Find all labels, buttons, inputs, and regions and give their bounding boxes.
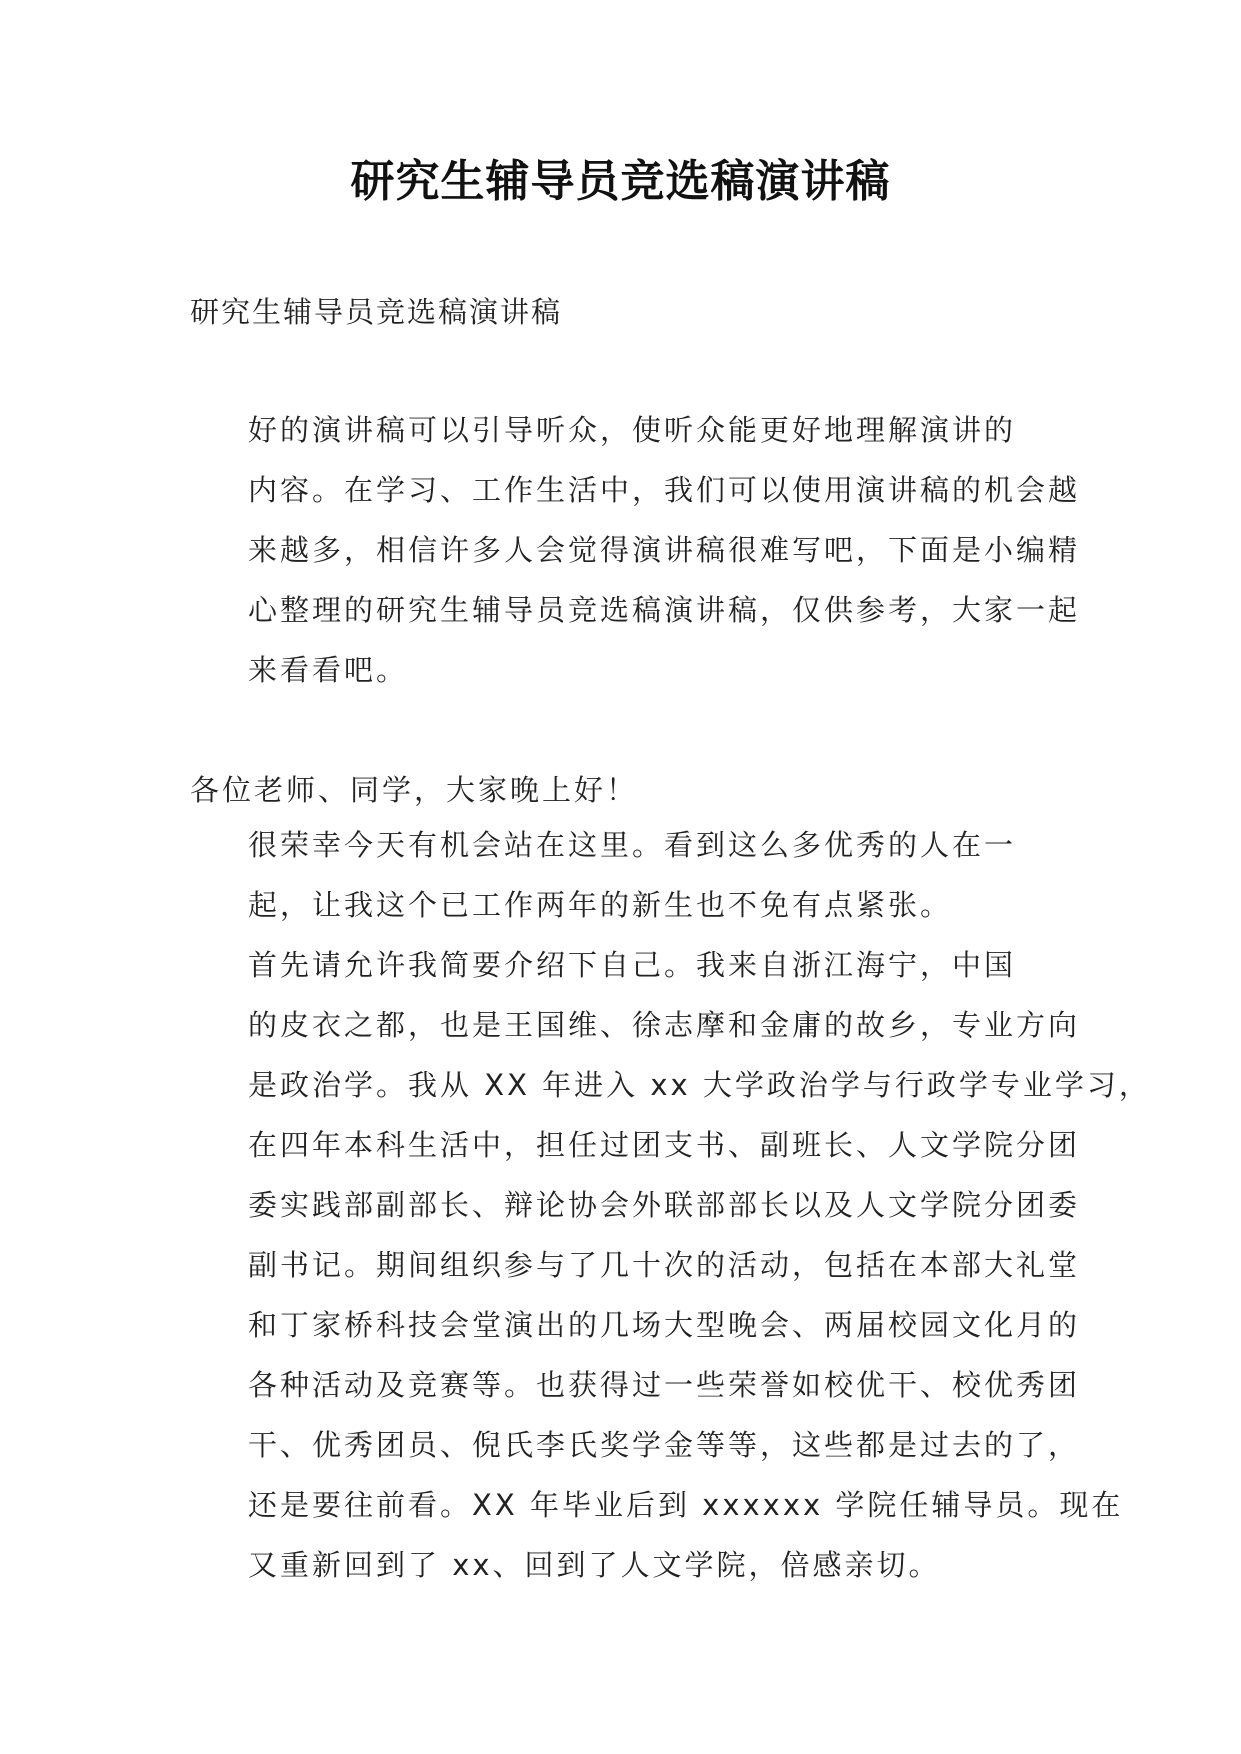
text-line: 委实践部副部长、辩论协会外联部部长以及人文学院分团委 [248,1188,1081,1222]
text-line: 首先请允许我简要介绍下自己。我来自浙江海宁，中国 [248,948,1017,982]
intro-paragraph [190,400,1081,700]
speech-paragraph-2 [190,935,1151,1595]
text-line: 还是要往前看。XX 年毕业后到 xxxxxx 学院任辅导员。现在 [248,1488,1124,1522]
text-line: 是政治学。我从 XX 年进入 xx 大学政治学与行政学专业学习， [248,1068,1151,1102]
text-line: 又重新回到了 xx、回到了人文学院，倍感亲切。 [248,1548,941,1582]
text-line: 内容。在学习、工作生活中，我们可以使用演讲稿的机会越 [248,473,1081,507]
text-line: 心整理的研究生辅导员竞选稿演讲稿，仅供参考，大家一起 [248,593,1081,627]
text-line: 很荣幸今天有机会站在这里。看到这么多优秀的人在一 [248,828,1017,862]
text-line: 的皮衣之都，也是王国维、徐志摩和金庸的故乡，专业方向 [248,1008,1081,1042]
text-line: 来越多，相信许多人会觉得演讲稿很难写吧，下面是小编精 [248,533,1081,567]
text-line: 起，让我这个已工作两年的新生也不免有点紧张。 [248,888,953,922]
text-line: 干、优秀团员、倪氏李氏奖学金等等，这些都是过去的了， [248,1428,1081,1462]
text-line: 来看看吧。 [248,653,409,687]
text-line: 各种活动及竞赛等。也获得过一些荣誉如校优干、校优秀团 [248,1368,1081,1402]
speech-paragraph-1 [190,815,1052,935]
document-subtitle: 研究生辅导员竞选稿演讲稿 [190,295,563,329]
greeting-paragraph: 各位老师、同学，大家晚上好！ [190,773,639,807]
text-line: 在四年本科生活中，担任过团支书、副班长、人文学院分团 [248,1128,1081,1162]
text-line: 和丁家桥科技会堂演出的几场大型晚会、两届校园文化月的 [248,1308,1081,1342]
text-line: 好的演讲稿可以引导听众，使听众能更好地理解演讲的 [248,413,1017,447]
text-line: 副书记。期间组织参与了几十次的活动，包括在本部大礼堂 [248,1248,1081,1282]
document-title: 研究生辅导员竞选稿演讲稿 [350,156,891,207]
